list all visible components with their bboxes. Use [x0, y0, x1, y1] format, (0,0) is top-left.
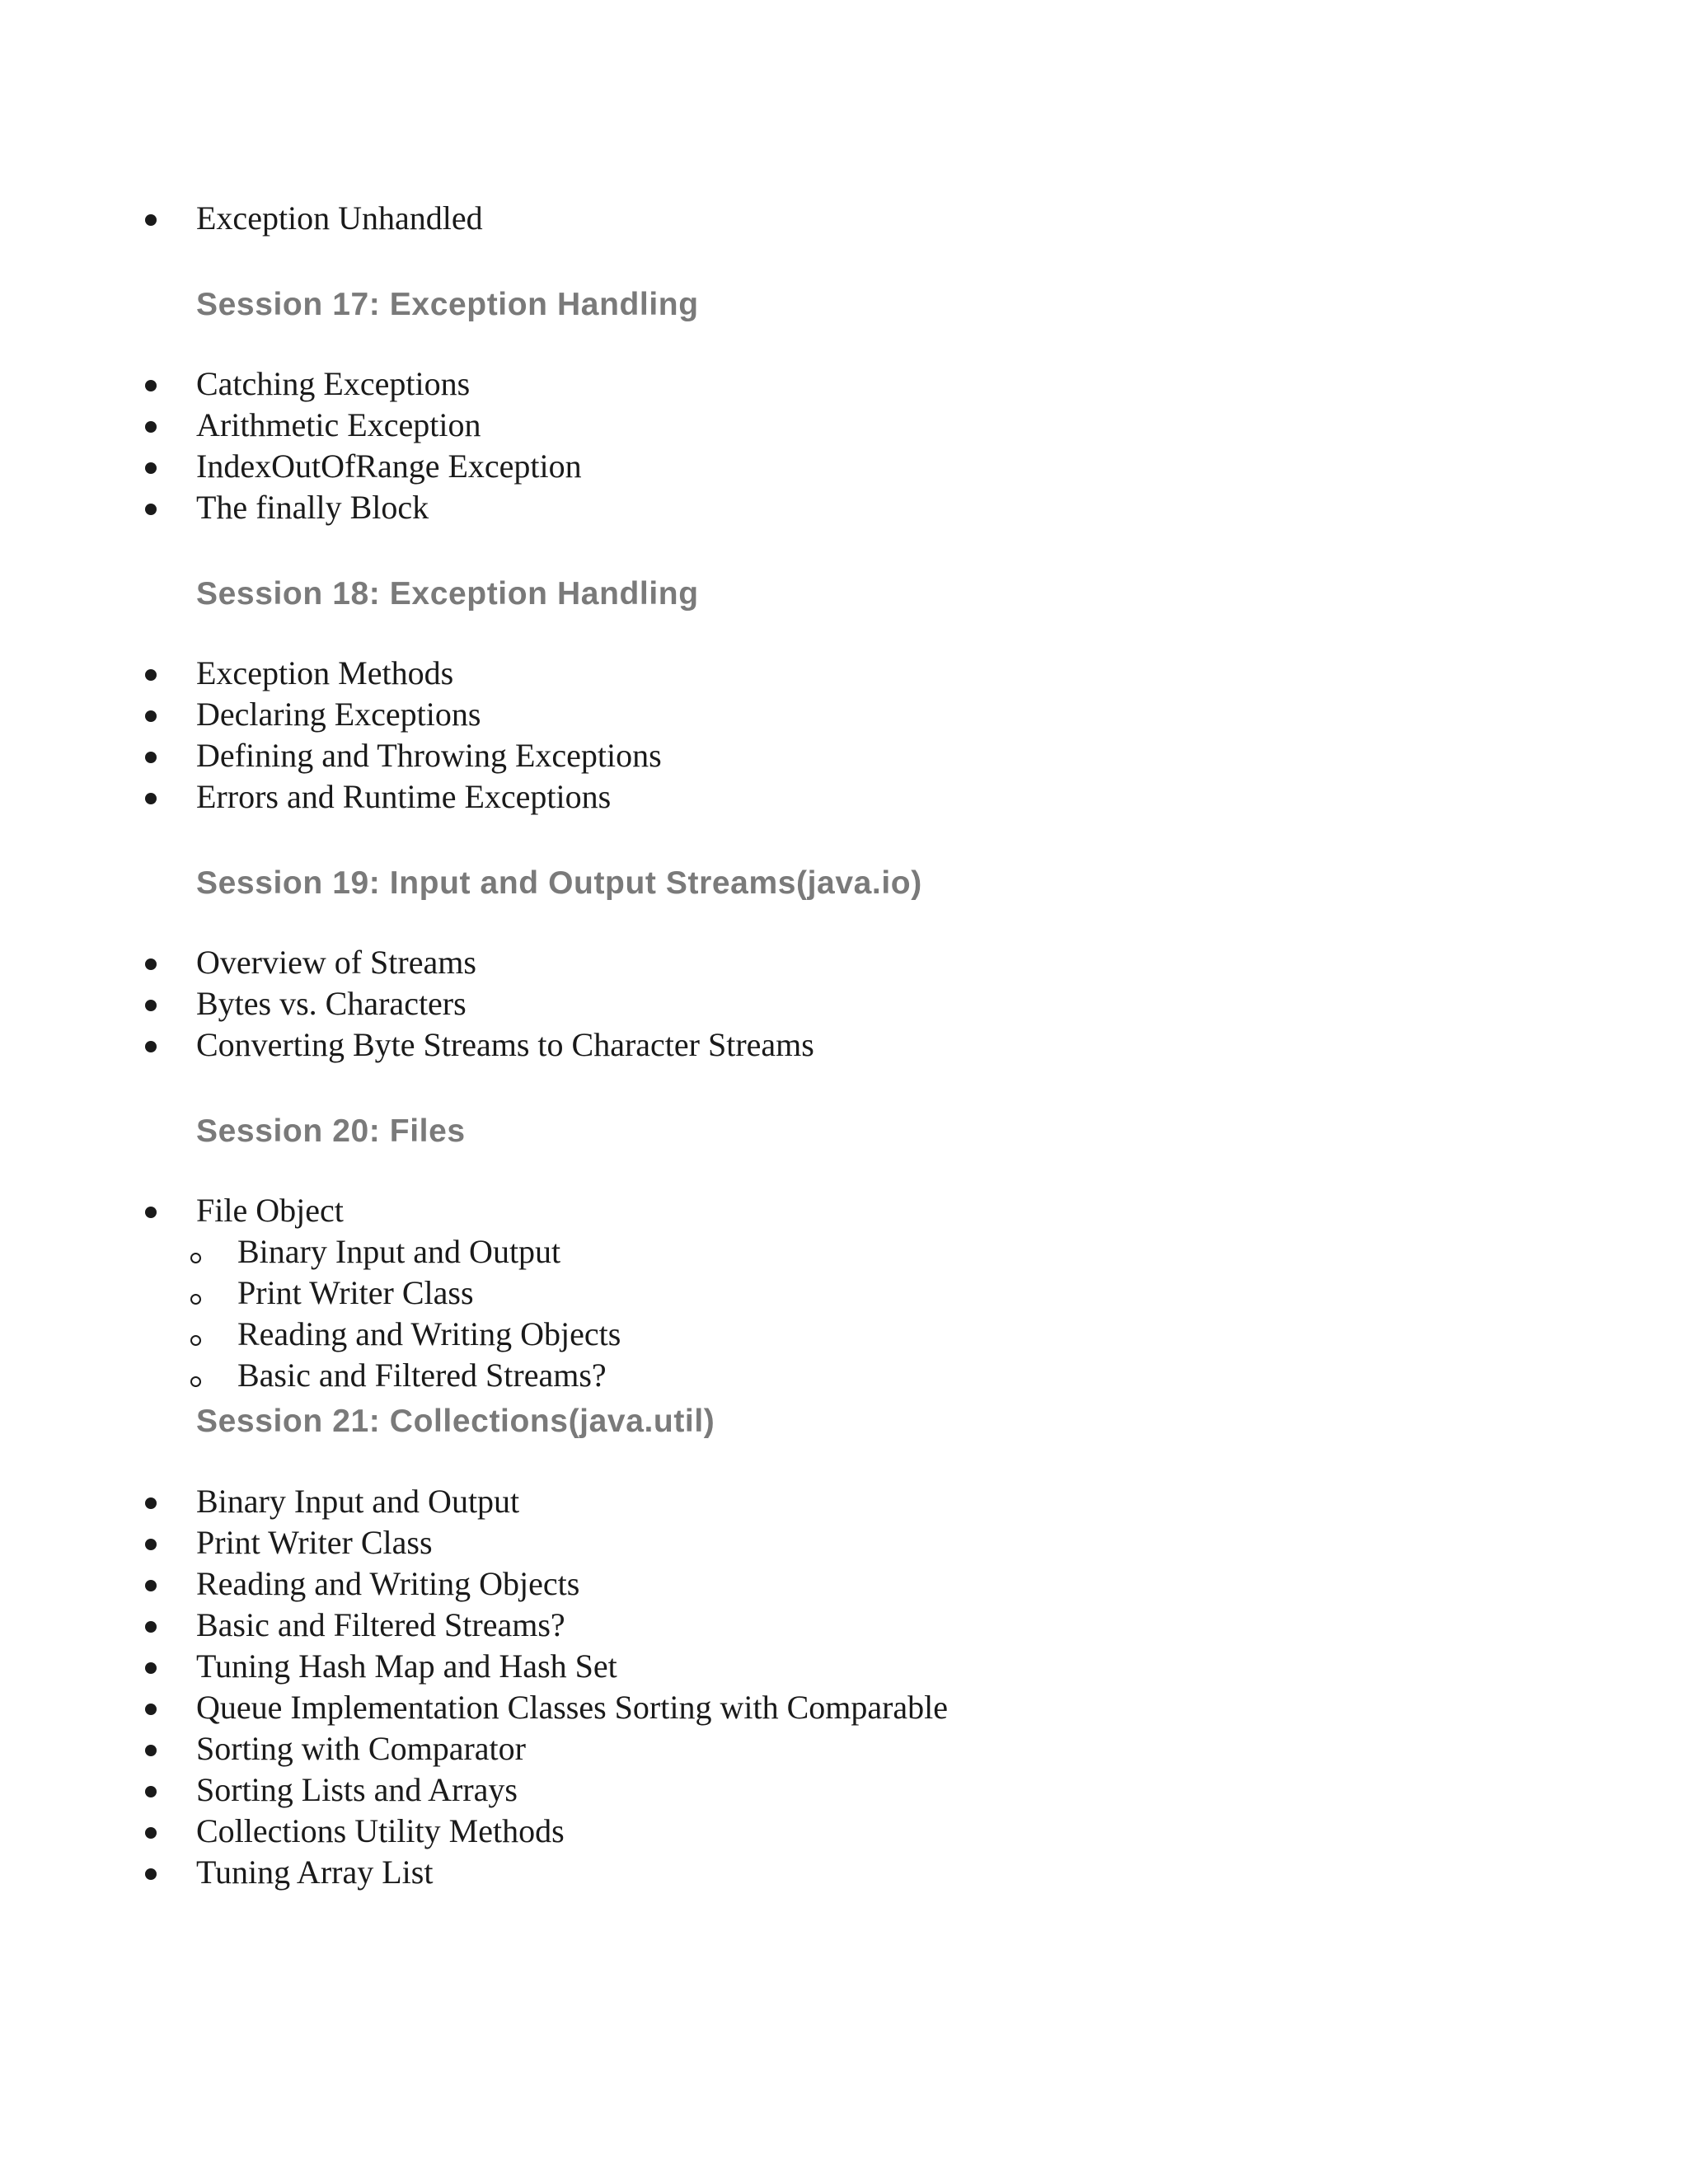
list-item: Sorting Lists and Arrays — [196, 1771, 518, 1808]
sub-list-item: Print Writer Class — [237, 1274, 474, 1311]
bullet-icon — [145, 214, 157, 226]
hollow-bullet-icon — [190, 1253, 201, 1263]
list-item: Converting Byte Streams to Character Streams — [196, 1026, 814, 1063]
bullet-icon — [145, 504, 157, 515]
list-item: Print Writer Class — [196, 1524, 433, 1561]
session-17-heading: Session 17: Exception Handling — [196, 287, 699, 322]
list-item: Overview of Streams — [196, 944, 476, 981]
list-item: Errors and Runtime Exceptions — [196, 778, 612, 815]
bullet-icon — [145, 1786, 157, 1797]
list-item: IndexOutOfRange Exception — [196, 448, 582, 485]
list-item: Defining and Throwing Exceptions — [196, 737, 662, 774]
bullet-icon — [145, 958, 157, 970]
bullet-icon — [145, 752, 157, 763]
bullet-icon — [145, 1041, 157, 1052]
sub-list-item: Binary Input and Output — [237, 1233, 561, 1270]
bullet-icon — [145, 710, 157, 722]
list-item: Queue Implementation Classes Sorting with Comparable — [196, 1689, 949, 1726]
list-item: Tuning Array List — [196, 1854, 434, 1891]
session-18-heading: Session 18: Exception Handling — [196, 576, 699, 612]
bullet-icon — [145, 1662, 157, 1674]
list-item: Collections Utility Methods — [196, 1812, 565, 1849]
list-item: Tuning Hash Map and Hash Set — [196, 1647, 617, 1685]
list-item: Catching Exceptions — [196, 365, 471, 402]
session-21-heading: Session 21: Collections(java.util) — [196, 1404, 715, 1439]
bullet-icon — [145, 1745, 157, 1756]
bullet-icon — [145, 1207, 157, 1218]
sub-list-item: Reading and Writing Objects — [237, 1315, 621, 1352]
list-item: Exception Methods — [196, 654, 454, 691]
bullet-icon — [145, 1621, 157, 1633]
bullet-icon — [145, 1497, 157, 1509]
hollow-bullet-icon — [190, 1294, 201, 1305]
session-20-heading: Session 20: Files — [196, 1113, 466, 1149]
sub-list-item: Basic and Filtered Streams? — [237, 1357, 607, 1394]
bullet-icon — [145, 1580, 157, 1591]
list-item: File Object — [196, 1192, 344, 1229]
bullet-icon — [145, 462, 157, 474]
list-item: Reading and Writing Objects — [196, 1565, 580, 1602]
bullet-icon — [145, 1539, 157, 1550]
bullet-icon — [145, 1704, 157, 1715]
session-19-heading: Session 19: Input and Output Streams(java.io) — [196, 865, 922, 901]
bullet-icon — [145, 669, 157, 681]
list-item: Binary Input and Output — [196, 1483, 520, 1520]
hollow-bullet-icon — [190, 1376, 201, 1387]
list-item: Arithmetic Exception — [196, 406, 481, 443]
list-item: Declaring Exceptions — [196, 696, 481, 733]
bullet-icon — [145, 1827, 157, 1839]
hollow-bullet-icon — [190, 1335, 201, 1346]
bullet-icon — [145, 1000, 157, 1011]
list-item: Bytes vs. Characters — [196, 985, 467, 1022]
list-item: Basic and Filtered Streams? — [196, 1606, 565, 1643]
list-item: The finally Block — [196, 489, 429, 526]
list-item: Exception Unhandled — [196, 199, 483, 237]
list-item: Sorting with Comparator — [196, 1730, 526, 1767]
bullet-icon — [145, 793, 157, 804]
bullet-icon — [145, 1868, 157, 1880]
bullet-icon — [145, 421, 157, 433]
bullet-icon — [145, 380, 157, 391]
